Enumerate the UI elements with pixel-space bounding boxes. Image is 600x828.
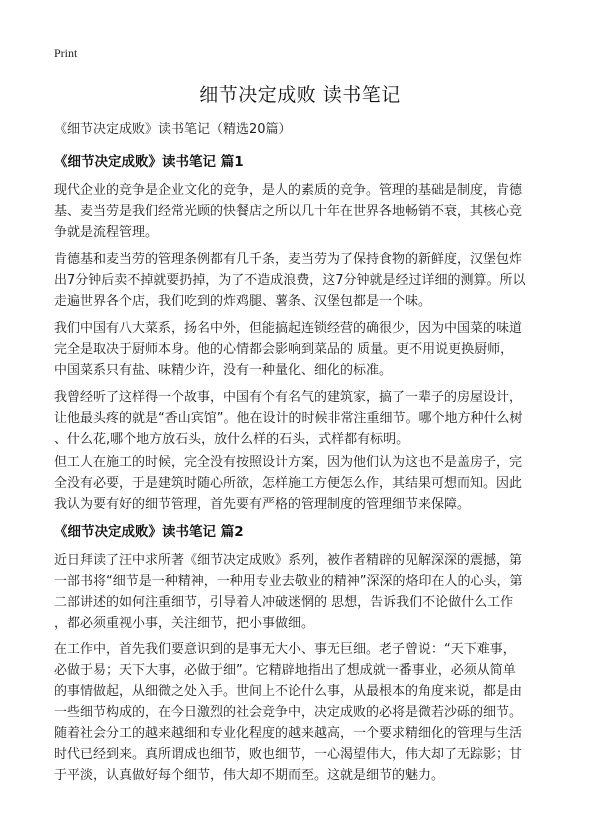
print-label: Print [54,46,78,60]
paragraph [54,639,554,786]
text-line: 中国菜系只有盐、味精少许，没有一种量化、细化的标准。 [54,363,393,378]
text-line: 于平淡，认真做好每个细节，伟大却不期而至。这就是细节的魅力。 [54,768,445,783]
text-line: 二部讲述的如何注重细节，引导着人冲破迷惘的 思想，告诉我们不论做什么工作 [54,595,514,610]
text-line: 但工人在施工的时候，完全没有按照设计方案，因为他们认为这也不是盖房子，完 [54,455,523,470]
text-line: 现代企业的竞争是企业文化的竞争，是人的素质的竞争。管理的基础是制度，肯德 [54,183,523,198]
text-line: 时代已经到来。真所谓成也细节，败也细节，一心渴望伟大，伟大却了无踪影；甘 [54,747,523,762]
text-line: 我们中国有八大菜系，扬名中外，但能搞起连锁经营的确很少，因为中国菜的味道 [54,321,523,336]
text-line: 基、麦当劳是我们经常光顾的快餐店之所以几十年在世界各地畅销不衰，其核心竞 [54,204,523,219]
text-line: ，都必须重视小事，关注细节，把小事做细。 [54,616,315,631]
text-line: 一部书将“细节是一种精神，一种用专业去敬业的精神”深深的烙印在人的心头，第 [54,574,523,589]
text-line: 走遍世界各个店，我们吃到的炸鸡腿、薯条、汉堡包都是一个味。 [54,294,432,309]
text-line: 近日拜读了汪中求所著《细节决定成败》系列，被作者精辟的见解深深的震撼，第 [54,553,523,568]
paragraph [54,249,554,312]
text-line: 出7分钟后卖不掉就要扔掉，为了不造成浪费，这7分钟就是经过详细的测算。所以 [54,273,526,288]
text-line: 争就是流程管理。 [54,225,159,240]
text-line: 随着社会分工的越来越细和专业化程度的越来越高，一个要求精细化的管理与生活 [54,726,523,741]
text-line: 肯德基和麦当劳的管理条例都有几千条，麦当劳为了保持食物的新鲜度，汉堡包炸 [54,252,523,267]
text-line: 完全是取决于厨师本身。他的心情都会影响到菜品的 质量。更不用说更换厨师， [54,342,514,357]
paragraph [54,550,554,634]
text-line: 让他最头疼的就是“香山宾馆”。他在设计的时候非常注重细节。哪个地方种什么树 [54,411,523,426]
paragraph [54,387,554,450]
text-line: 、什么花,哪个地方放石头，放什么样的石头，式样都有标明。 [54,432,410,447]
text-line: 的事情做起，从细微之处入手。世间上不论什么事，从最根本的角度来说，都是由 [54,684,523,699]
text-line: 我认为要有好的细节管理，首先要有严格的管理制度的管理细节来保障。 [54,497,471,512]
document-title: 细节决定成败 读书笔记 [199,84,401,106]
paragraph [54,318,554,381]
text-line: 必做于易；天下大事，必做于细”。它精辟地指出了想成就一番事业，必须从简单 [54,663,516,678]
text-line: 一些细节构成的，在今日激烈的社会竞争中，决定成败的必将是微若沙砾的细节。 [54,705,523,720]
paragraph [54,452,554,515]
section-heading-1: 《细节决定成败》读书笔记 篇1 [54,154,244,170]
text-line: 我曾经听了这样得一个故事，中国有个有名气的建筑家，搞了一辈子的房屋设计， [54,390,523,405]
text-line: 在工作中，首先我们要意识到的是事无大小、事无巨细。老子曾说：“天下难事， [54,642,516,657]
text-line: 全没有必要，于是建筑时随心所欲，怎样施工方便怎么作，其结果可想而知。因此 [54,476,523,491]
document-subtitle: 《细节决定成败》读书笔记（精选20篇） [54,122,292,137]
paragraph [54,180,554,243]
section-heading-2: 《细节决定成败》读书笔记 篇2 [54,524,244,540]
